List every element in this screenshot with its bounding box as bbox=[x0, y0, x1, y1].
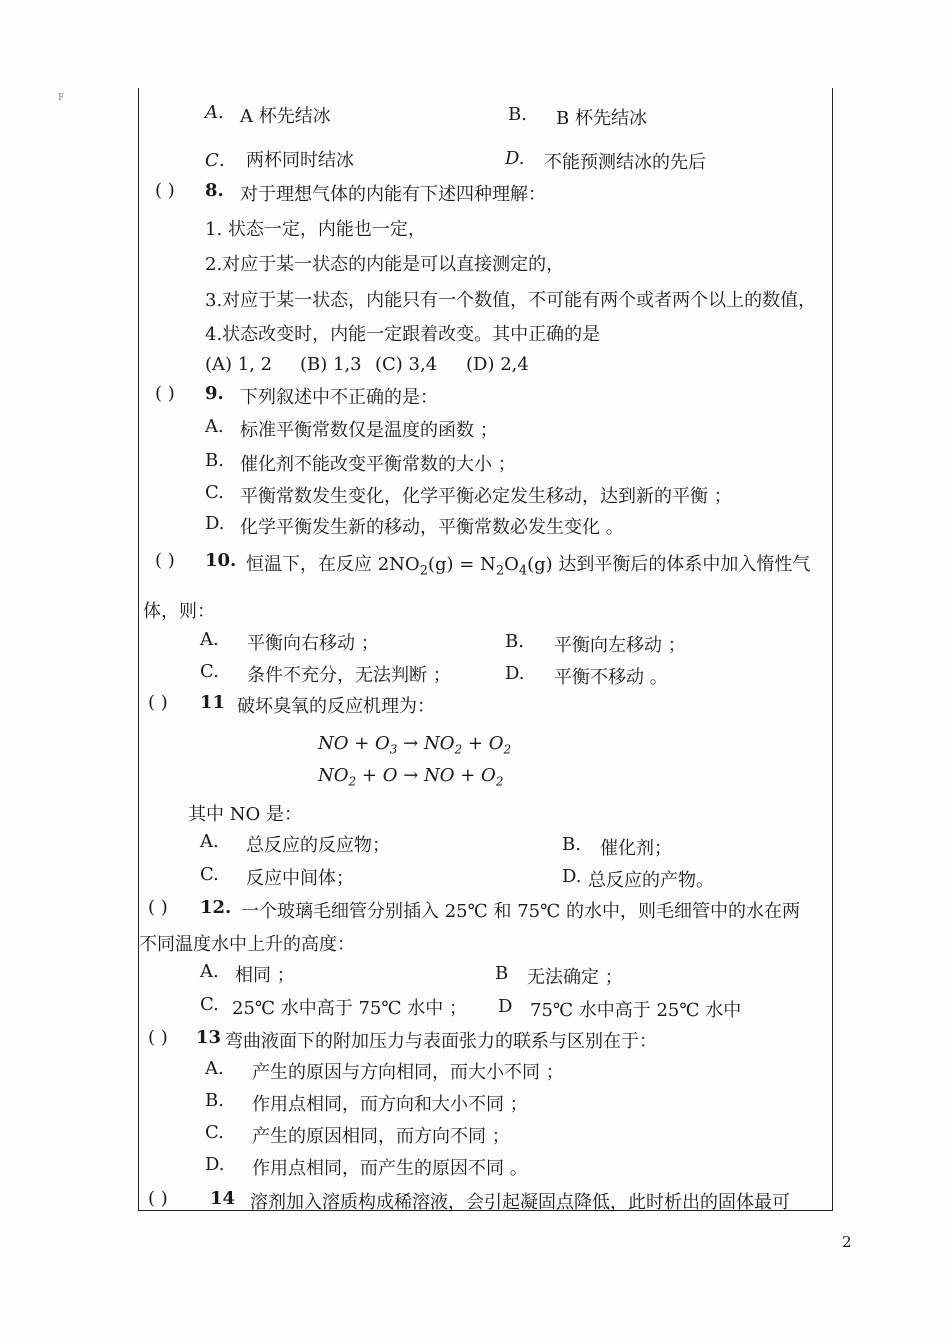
q8-stem: 对于理想气体的内能有下述四种理解： bbox=[240, 184, 546, 205]
q8-answer-b: (B) 1,3 bbox=[300, 354, 362, 375]
corner-mark: F bbox=[58, 93, 65, 103]
q9-stem: 下列叙述中不正确的是： bbox=[240, 387, 438, 408]
q13-number: 13 bbox=[196, 1027, 222, 1048]
q13-option-a-label: A. bbox=[205, 1058, 224, 1079]
q11-option-b-label: B. bbox=[562, 834, 581, 855]
q13-stem: 弯曲液面下的附加压力与表面张力的联系与区别在于： bbox=[225, 1031, 657, 1052]
q8-item-1: 1. 状态一定，内能也一定， bbox=[205, 219, 426, 240]
q12-stem-cont: 不同温度水中上升的高度： bbox=[139, 934, 355, 955]
q8-item-3: 3.对应于某一状态，内能只有一个数值，不可能有两个或者两个以上的数值， bbox=[205, 290, 817, 311]
q7-option-c-label: C． bbox=[205, 150, 237, 171]
q10-answer-paren: ( ) bbox=[155, 550, 175, 571]
q11-option-c-label: C. bbox=[200, 864, 219, 885]
q13-option-c-label: C. bbox=[205, 1122, 224, 1143]
q11-option-b-text: 催化剂； bbox=[600, 838, 672, 859]
q7-option-b-label: B. bbox=[508, 104, 527, 125]
q9-option-b-label: B. bbox=[205, 450, 224, 471]
q9-option-c-label: C. bbox=[205, 482, 224, 503]
q11-equation-1: NO + $O_3 \to NO_2 + O_2$ bbox=[318, 733, 512, 757]
q12-option-a-text: 相同 ； bbox=[235, 965, 295, 986]
q12-option-c-text: 25℃ 水中高于 75℃ 水中 ； bbox=[232, 998, 467, 1019]
q11-follow: 其中 NO 是： bbox=[188, 804, 302, 825]
q7-option-b-text: B 杯先结冰 bbox=[556, 108, 647, 129]
q9-option-a-label: A. bbox=[205, 416, 224, 437]
q8-answer-a: (A) 1, 2 bbox=[205, 354, 273, 375]
q7-option-d-text: 不能预测结冰的先后 bbox=[544, 152, 706, 173]
q11-answer-paren: ( ) bbox=[148, 692, 168, 713]
q12-number: 12. bbox=[200, 897, 232, 918]
q10-option-a-label: A. bbox=[200, 629, 219, 650]
q8-answer-d: (D) 2,4 bbox=[466, 354, 529, 375]
q13-option-c-text: 产生的原因相同，而方向不同 ； bbox=[252, 1126, 510, 1147]
q9-number: 9. bbox=[205, 383, 224, 404]
q11-number: 11 bbox=[200, 692, 226, 713]
q13-option-b-label: B. bbox=[205, 1090, 224, 1111]
q7-option-c-text: 两杯同时结冰 bbox=[246, 150, 354, 171]
q14-answer-paren: ( ) bbox=[148, 1188, 168, 1209]
q11-equation-2: $NO_2 + O$ → NO + $O_2$ bbox=[318, 765, 504, 789]
q11-option-c-text: 反应中间体； bbox=[246, 868, 354, 889]
q10-option-c-label: C. bbox=[200, 661, 219, 682]
q14-stem: 溶剂加入溶质构成稀溶液，会引起凝固点降低，此时析出的固体最可 bbox=[250, 1192, 790, 1213]
q8-item-4: 4.状态改变时，内能一定跟着改变。其中正确的是 bbox=[205, 324, 601, 345]
q9-option-d-label: D. bbox=[205, 513, 225, 534]
q8-number: 8. bbox=[205, 180, 224, 201]
q14-number: 14 bbox=[210, 1188, 236, 1209]
q12-stem: 一个玻璃毛细管分别插入 25℃ 和 75℃ 的水中，则毛细管中的水在两 bbox=[241, 901, 800, 922]
q11-stem: 破坏臭氧的反应机理为： bbox=[237, 696, 435, 717]
q9-answer-paren: ( ) bbox=[155, 383, 175, 404]
q13-option-d-label: D. bbox=[205, 1154, 225, 1175]
q9-option-a-text: 标准平衡常数仅是温度的函数 ； bbox=[240, 420, 498, 441]
q13-answer-paren: ( ) bbox=[148, 1027, 168, 1048]
q9-option-d-text: 化学平衡发生新的移动，平衡常数必发生变化 。 bbox=[240, 517, 624, 538]
q11-option-a-text: 总反应的反应物； bbox=[246, 835, 390, 856]
q8-answer-paren: ( ) bbox=[155, 180, 175, 201]
q10-option-b-label: B. bbox=[505, 631, 524, 652]
q12-option-d-label: D bbox=[498, 996, 513, 1017]
q12-option-b-label: B bbox=[495, 963, 509, 984]
q13-option-a-text: 产生的原因与方向相同，而大小不同 ； bbox=[252, 1062, 564, 1083]
q7-option-a-label: A. bbox=[205, 102, 224, 123]
q7-option-d-label: D. bbox=[505, 148, 525, 169]
q11-option-d-label: D. bbox=[562, 866, 582, 887]
q11-option-a-label: A. bbox=[200, 831, 219, 852]
q13-option-b-text: 作用点相同，而方向和大小不同 ； bbox=[252, 1094, 528, 1115]
q8-answer-c: (C) 3,4 bbox=[375, 354, 438, 375]
q10-option-a-text: 平衡向右移动 ； bbox=[247, 633, 379, 654]
q12-answer-paren: ( ) bbox=[148, 897, 168, 918]
q10-option-d-text: 平衡不移动 。 bbox=[554, 667, 668, 688]
q10-option-b-text: 平衡向左移动 ； bbox=[554, 635, 686, 656]
q10-stem: 恒温下，在反应 $2NO_2(g) = N_2O_4(g)$ 达到平衡后的体系中加入惰性气 bbox=[246, 554, 811, 579]
q10-stem-cont: 体，则： bbox=[143, 601, 215, 622]
q10-option-c-text: 条件不充分，无法判断 ； bbox=[247, 665, 451, 686]
q9-option-c-text: 平衡常数发生变化，化学平衡必定发生移动，达到新的平衡 ； bbox=[240, 486, 732, 507]
q7-option-a-text: A 杯先结冰 bbox=[240, 106, 331, 127]
q12-option-c-label: C. bbox=[200, 994, 219, 1015]
q10-option-d-label: D. bbox=[505, 663, 525, 684]
q9-option-b-text: 催化剂不能改变平衡常数的大小 ； bbox=[240, 454, 516, 475]
q10-number: 10. bbox=[205, 550, 237, 571]
q11-option-d-text: 总反应的产物。 bbox=[588, 870, 714, 891]
q8-item-2: 2.对应于某一状态的内能是可以直接测定的， bbox=[205, 254, 565, 275]
q12-option-d-text: 75℃ 水中高于 25℃ 水中 bbox=[530, 1000, 742, 1021]
q12-option-b-text: 无法确定 ； bbox=[527, 967, 623, 988]
q12-option-a-label: A. bbox=[200, 961, 219, 982]
page-number: 2 bbox=[842, 1233, 852, 1251]
q13-option-d-text: 作用点相同，而产生的原因不同 。 bbox=[252, 1158, 528, 1179]
